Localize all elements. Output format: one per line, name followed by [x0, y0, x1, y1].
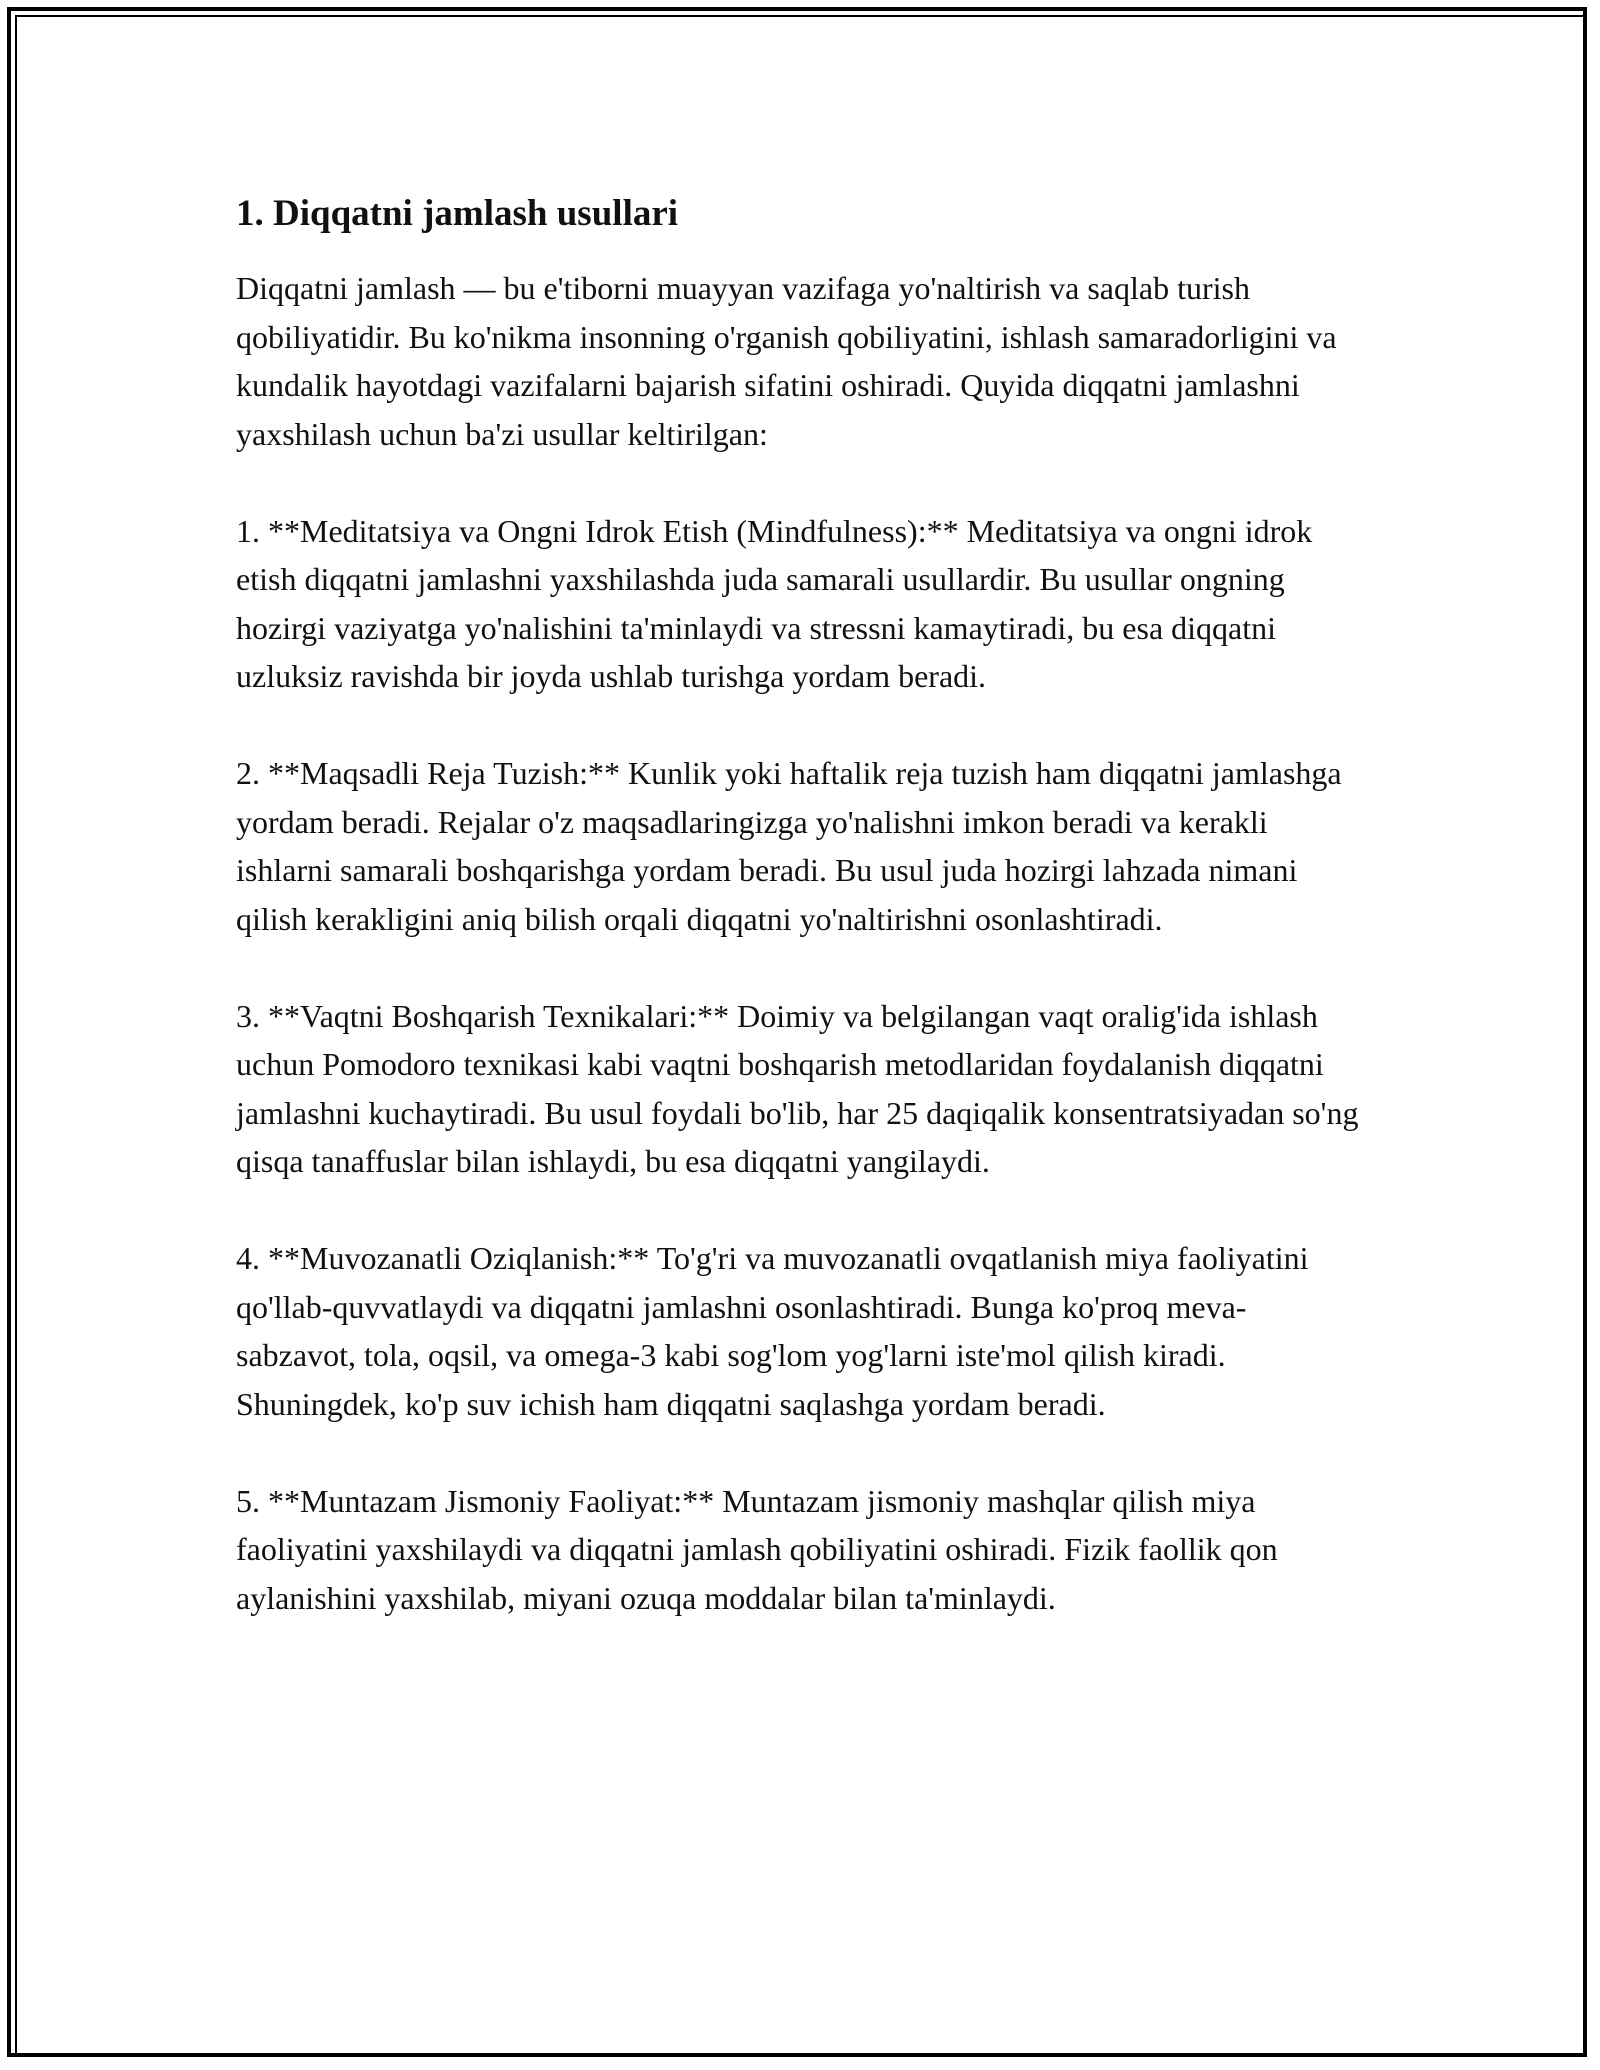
- method-item-3: 3. **Vaqtni Boshqarish Texnikalari:** Doimiy va belgilangan vaqt oralig'ida ishlash uchun Pomodoro texnikasi kabi vaqtni boshqarish metodlaridan foydalanish diqqatni jamlashni kuchaytiradi. Bu usul foydali bo'lib, har 25 daqiqalik konsentratsiyadan so'ng qisqa tanaffuslar bilan ishlaydi, bu esa diqqatni yangilaydi.: [236, 997, 1359, 1179]
- document-body: [236, 186, 1366, 1671]
- intro-paragraph: Diqqatni jamlash — bu e'tiborni muayyan vazifaga yo'naltirish va saqlab turish qobiliyatidir. Bu ko'nikma insonning o'rganish qobiliyatini, ishlash samaradorligini va kundalik hayotdagi vazifalarni bajarish sifatini oshiradi. Quyida diqqatni jamlashni yaxshilash uchun ba'zi usullar keltirilgan:: [236, 270, 1337, 452]
- method-item-5: 5. **Muntazam Jismoniy Faoliyat:** Muntazam jismoniy mashqlar qilish miya faoliyatini yaxshilaydi va diqqatni jamlash qobiliyatini oshiradi. Fizik faollik qon aylanishini yaxshilab, miyani ozuqa moddalar bilan ta'minlaydi.: [236, 1482, 1278, 1616]
- document-title: 1. Diqqatni jamlash usullari: [236, 193, 679, 234]
- method-item-1: 1. **Meditatsiya va Ongni Idrok Etish (Mindfulness):** Meditatsiya va ongni idrok etish diqqatni jamlashni yaxshilashda juda samarali usullardir. Bu usullar ongning hozirgi vaziyatga yo'nalishini ta'minlaydi va stressni kamaytiradi, bu esa diqqatni uzluksiz ravishda bir joyda ushlab turishga yordam beradi.: [236, 512, 1313, 694]
- method-item-2: 2. **Maqsadli Reja Tuzish:** Kunlik yoki haftalik reja tuzish ham diqqatni jamlashga yordam beradi. Rejalar o'z maqsadlaringizga yo'nalishni imkon beradi va kerakli ishlarni samarali boshqarishga yordam beradi. Bu usul juda hozirgi lahzada nimani qilish kerakligini aniq bilish orqali diqqatni yo'naltirishni osonlashtiradi.: [236, 755, 1342, 937]
- method-item-4: 4. **Muvozanatli Oziqlanish:** To'g'ri va muvozanatli ovqatlanish miya faoliyatini qo'llab-quvvatlaydi va diqqatni jamlashni osonlashtiradi. Bunga ko'proq meva-sabzavot, tola, oqsil, va omega-3 kabi sog'lom yog'larni iste'mol qilish kiradi. Shuningdek, ko'p suv ichish ham diqqatni saqlashga yordam beradi.: [236, 1240, 1309, 1422]
